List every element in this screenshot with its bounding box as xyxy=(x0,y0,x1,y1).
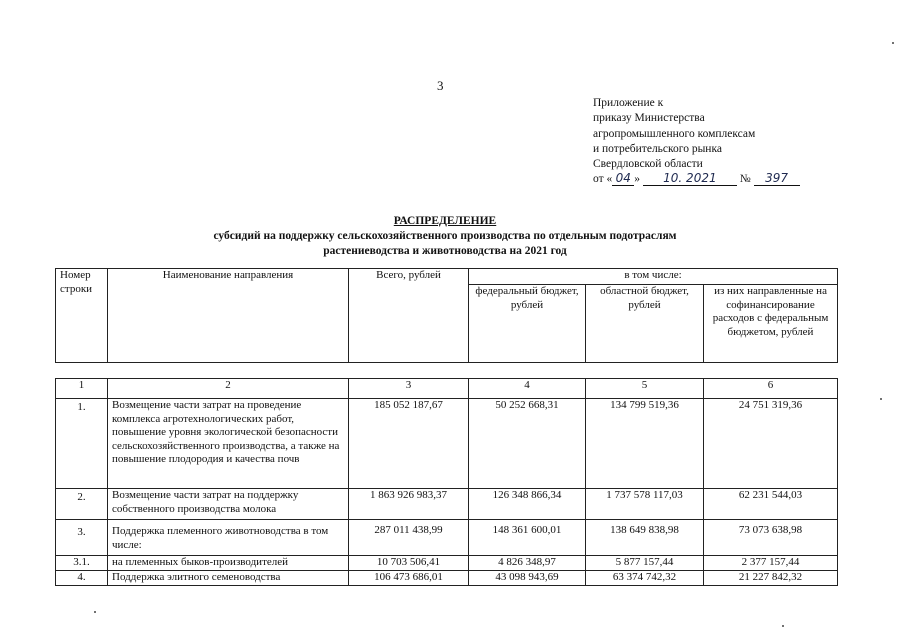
row-regional: 5 877 157,44 xyxy=(586,556,704,571)
row-direction: Возмещение части затрат на поддержку собственного производства молока xyxy=(108,489,349,520)
number-label: № xyxy=(739,173,751,186)
column-number: 2 xyxy=(108,379,349,399)
row-number: 2. xyxy=(56,489,108,520)
row-cofinancing: 21 227 842,32 xyxy=(704,571,838,586)
row-cofinancing: 73 073 638,98 xyxy=(704,520,838,556)
row-direction: на племенных быков-производителей xyxy=(108,556,349,571)
row-direction: Возмещение части затрат на проведение комплекса агротехнологических работ, повышение уровня экологической безопасности сельскохозяйственного производства, а также на повышение плодородия и качества почв xyxy=(108,399,349,489)
row-total: 10 703 506,41 xyxy=(349,556,469,571)
appendix-line: и потребительского рынка xyxy=(593,142,722,155)
row-federal: 126 348 866,34 xyxy=(469,489,586,520)
row-regional: 63 374 742,32 xyxy=(586,571,704,586)
appendix-line: приказу Министерства xyxy=(593,112,705,125)
table-row xyxy=(56,399,838,489)
row-cofinancing: 62 231 544,03 xyxy=(704,489,838,520)
table-row xyxy=(56,556,838,571)
table-header xyxy=(55,268,838,363)
row-cofinancing: 2 377 157,44 xyxy=(704,556,838,571)
header-regional: областной бюджет, рублей xyxy=(586,285,704,363)
row-number: 4. xyxy=(56,571,108,586)
row-total: 1 863 926 983,37 xyxy=(349,489,469,520)
order-number: 397 xyxy=(754,172,800,186)
page-number: 3 xyxy=(437,78,444,93)
appendix-line: Приложение к xyxy=(593,97,664,109)
row-regional: 138 649 838,98 xyxy=(586,520,704,556)
header-direction: Наименование направления xyxy=(108,269,349,363)
data-table xyxy=(55,378,838,586)
row-total: 185 052 187,67 xyxy=(349,399,469,489)
header-federal: федеральный бюджет, рублей xyxy=(469,285,586,363)
date-prefix: от « xyxy=(593,173,613,186)
scan-speck xyxy=(880,398,882,400)
date-day: 04 xyxy=(612,172,634,186)
document-subtitle-line1: субсидий на поддержку сельскохозяйственного производства по отдельным подотраслям xyxy=(213,230,677,242)
row-number: 3.1. xyxy=(56,556,108,571)
column-number: 1 xyxy=(56,379,108,399)
row-total: 287 011 438,99 xyxy=(349,520,469,556)
row-federal: 148 361 600,01 xyxy=(469,520,586,556)
column-number-row xyxy=(56,379,838,399)
scan-speck xyxy=(892,42,894,44)
row-direction: Поддержка элитного семеноводства xyxy=(108,571,349,586)
document-subtitle-line2: растениеводства и животноводства на 2021 год xyxy=(323,245,567,257)
header-total: Всего, рублей xyxy=(349,269,469,363)
order-date-line xyxy=(593,172,800,187)
appendix-line: агропромышленного комплексам xyxy=(593,127,756,140)
header-row-number: Номер строки xyxy=(56,269,108,363)
table-row xyxy=(56,489,838,520)
row-total: 106 473 686,01 xyxy=(349,571,469,586)
appendix-line: Свердловской области xyxy=(593,158,703,171)
appendix-block xyxy=(593,96,800,188)
date-month-year: 10. 2021 xyxy=(643,172,737,186)
column-number: 6 xyxy=(704,379,838,399)
date-separator: » xyxy=(634,173,640,186)
row-direction: Поддержка племенного животноводства в том числе: xyxy=(108,520,349,556)
column-number: 4 xyxy=(469,379,586,399)
scan-speck xyxy=(94,611,96,613)
scan-speck xyxy=(782,625,784,627)
row-number: 1. xyxy=(56,399,108,489)
header-cofinancing: из них направленные на софинансирование расходов с федеральным бюджетом, рублей xyxy=(704,285,838,363)
row-regional: 134 799 519,36 xyxy=(586,399,704,489)
row-federal: 50 252 668,31 xyxy=(469,399,586,489)
table-row xyxy=(56,571,838,586)
row-cofinancing: 24 751 319,36 xyxy=(704,399,838,489)
row-federal: 4 826 348,97 xyxy=(469,556,586,571)
column-number: 3 xyxy=(349,379,469,399)
document-title: РАСПРЕДЕЛЕНИЕ xyxy=(393,215,497,227)
table-row xyxy=(56,520,838,556)
row-regional: 1 737 578 117,03 xyxy=(586,489,704,520)
column-number: 5 xyxy=(586,379,704,399)
header-including: в том числе: xyxy=(469,269,838,285)
row-federal: 43 098 943,69 xyxy=(469,571,586,586)
row-number: 3. xyxy=(56,520,108,556)
